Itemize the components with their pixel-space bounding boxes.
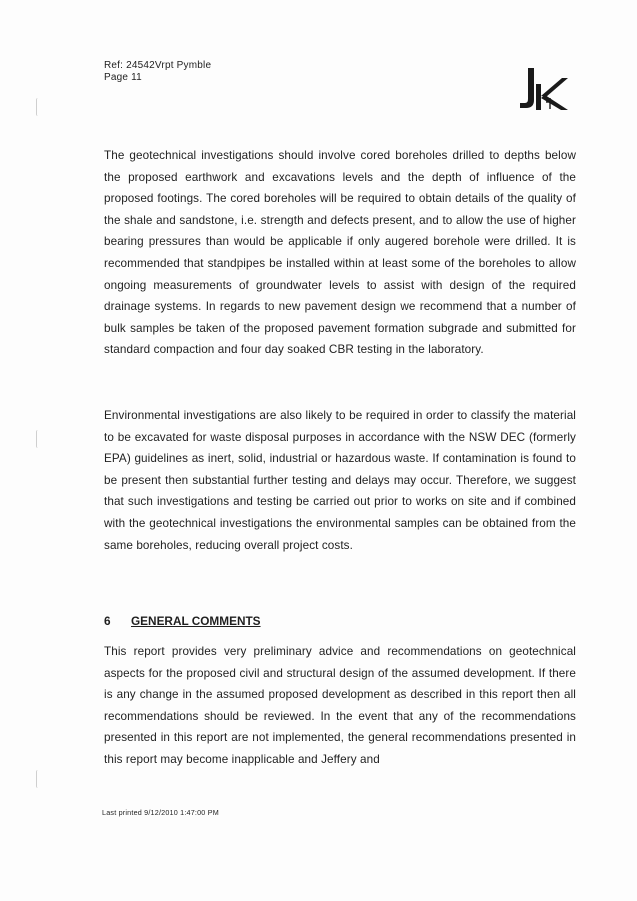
body-paragraph: The geotechnical investigations should involve cored boreholes drilled to depths below the proposed earthwork and excavations levels and the depth of influence of the proposed footings. The cored boreholes will be required to obtain details of the quality of the shale and sandstone, i.e. strength and defects present, and to allow the use of higher bearing pressures than would be applicable if only augered borehole were drilled. It is recommended that standpipes be installed within at least some of the boreholes to allow ongoing measurements of groundwater levels to assist with design of the required drainage systems. In regards to new pavement design we recommend that a number of bulk samples be taken of the proposed pavement formation subgrade and submitted for standard compaction and four day soaked CBR testing in the laboratory. bbox=[104, 149, 576, 357]
section-title: GENERAL COMMENTS bbox=[131, 614, 261, 628]
document-reference bbox=[104, 60, 211, 84]
binding-hole-mark bbox=[36, 430, 40, 448]
section-number: 6 bbox=[104, 614, 111, 628]
body-paragraph: This report provides very preliminary advice and recommendations on geotechnical aspects for the proposed civil and structural design of the assumed development. If there is any change in the assumed proposed development as described in this report then all recommendations should be reviewed. In the event that any of the recommendations presented in this report are not implemented, the general recommendations presented in this report may become inapplicable and Jeffery and bbox=[104, 645, 576, 766]
binding-hole-mark bbox=[36, 770, 40, 788]
section-heading bbox=[104, 611, 261, 631]
jk-company-logo-icon bbox=[510, 64, 572, 116]
page-number: Page 11 bbox=[104, 72, 142, 83]
binding-hole-mark bbox=[36, 98, 40, 116]
reference-number: Ref: 24542Vrpt Pymble bbox=[104, 60, 212, 71]
body-paragraph: Environmental investigations are also likely to be required in order to classify the material to be excavated for waste disposal purposes in accordance with the NSW DEC (formerly EPA) guidelines as inert, solid, industrial or hazardous waste. If contamination is found to be present then substantial further testing and delays may occur. Therefore, we suggest that such investigations and testing be carried out prior to works on site and if combined with the geotechnical investigations the environmental samples can be obtained from the same boreholes, reducing overall project costs. bbox=[104, 409, 576, 552]
last-printed-footer: Last printed 9/12/2010 1:47:00 PM bbox=[102, 808, 219, 817]
